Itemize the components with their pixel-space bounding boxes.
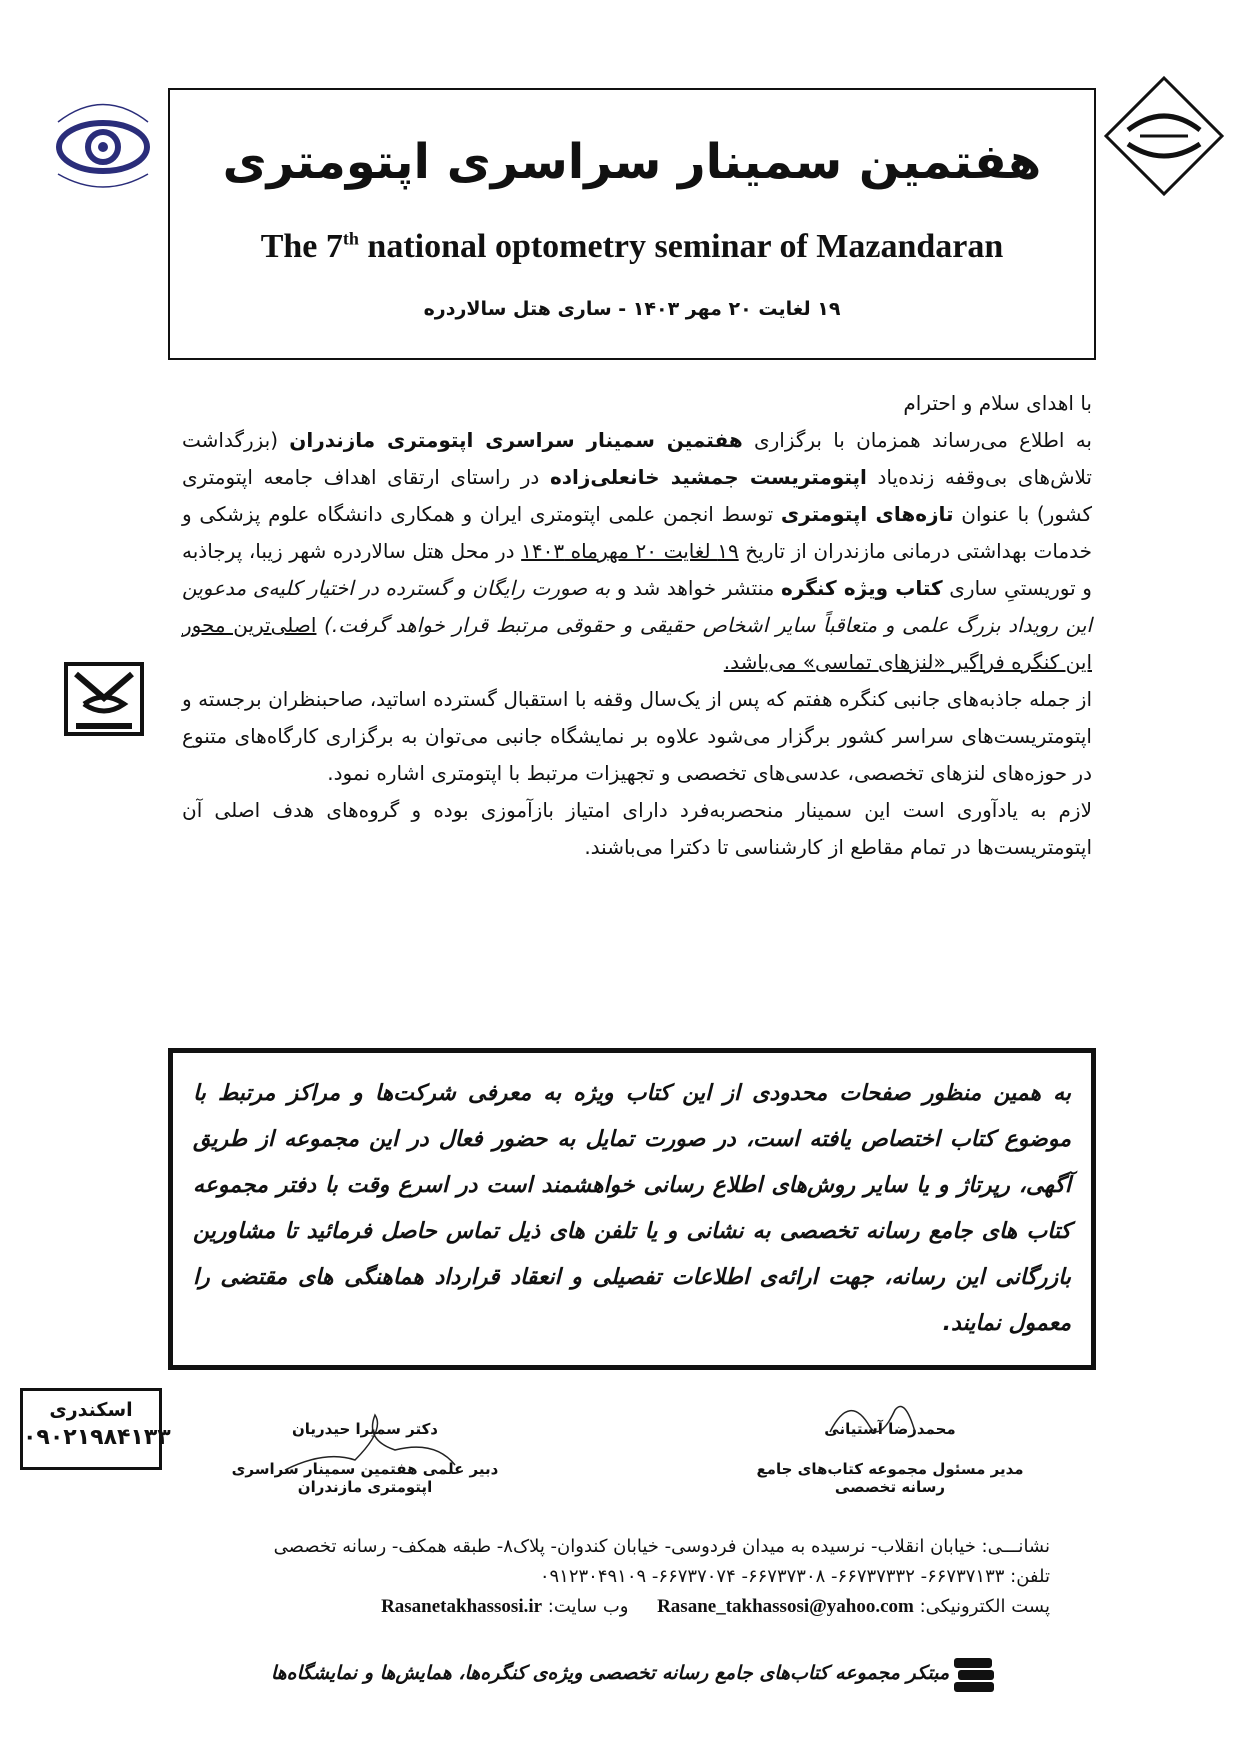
- email-link[interactable]: Rasane_takhassosi@yahoo.com: [657, 1596, 914, 1617]
- university-logo-icon: [44, 660, 164, 740]
- web-email-line: [190, 1592, 1050, 1622]
- english-title: [170, 228, 1094, 266]
- english-title-post: national optometry seminar of Mazandaran: [358, 228, 1004, 265]
- main-axis: اصلی‌ترین محور این کنگره فراگیر «لنزهای تماسی» می‌باشد.: [182, 613, 1092, 674]
- seminar-theme: تازه‌های اپتومتری: [780, 502, 954, 526]
- website-label: وب سایت:: [542, 1596, 629, 1617]
- text-span: به اطلاع می‌رساند همزمان با برگزاری: [742, 428, 1092, 452]
- director-name: محمدرضا آستیانی: [824, 1420, 956, 1438]
- director-title: مدیر مسئول مجموعه کتاب‌های جامع رسانه تخصصی: [756, 1460, 1024, 1496]
- greeting: با اهدای سلام و احترام: [903, 391, 1092, 415]
- phone-numbers: تلفن: ۶۶۷۳۷۱۳۳- ۶۶۷۳۷۳۳۲- ۶۶۷۳۷۳۰۸- ۶۶۷۳۷۰۷۴- ۰۹۱۲۳۰۴۹۱۰۹: [539, 1566, 1050, 1587]
- event-date-location: ۱۹ لغایت ۲۰ مهر ۱۴۰۳ - ساری هتل سالاردره: [423, 298, 841, 320]
- website-link[interactable]: Rasanetakhassosi.ir: [381, 1596, 543, 1617]
- text-span: در راستای ارتقای اهداف جامعه اپتومتری کشور) با عنوان: [182, 465, 1092, 526]
- publisher-logo: [1100, 72, 1228, 200]
- seminar-name: هفتمین سمینار سراسری اپتومتری مازندران: [289, 428, 743, 452]
- secretary-name: دکتر سمیرا حیدریان: [291, 1420, 439, 1438]
- university-logo: [44, 660, 164, 770]
- contact-name: اسکندری: [49, 1399, 133, 1421]
- email-label: پست الکترونیکی:: [913, 1596, 1050, 1617]
- text-span: منتشر خواهد شد و: [610, 576, 781, 600]
- advertising-notice-text: به همین منظور صفحات محدودی از این کتاب ویژه به معرفی شرکت‌ها و مراکز مرتبط با موضوع کتاب اختصاص یافته است، در صورت تمایل به حضور فعال در این مجموعه از طریق آگهی، رپرتاژ و یا سایر روش‌های اطلاع رسانی خواهشمند است در اسرع وقت با دفتر مجموعه کتاب های جامع رسانه تخصصی به نشانی و یا تلفن های ذیل تماس حاصل فرمائید تا مشاورین بازرگانی این رسانه، جهت ارائه‌ی اطلاعات تفصیلی و انعقاد قرارداد هماهنگی های مقتضی را معمول نمایند.: [193, 1081, 1071, 1336]
- advertising-notice-box: [168, 1048, 1096, 1370]
- page-title: هفتمین سمینار سراسری اپتومتری: [222, 134, 1042, 190]
- diamond-logo-icon: [1100, 72, 1228, 200]
- contact-phone[interactable]: ۰۹۰۲۱۹۸۴۱۳۳: [23, 1425, 171, 1450]
- society-logo: [38, 92, 168, 192]
- signature-director: [740, 1420, 1040, 1496]
- contact-box: [20, 1388, 171, 1470]
- english-title-pre: The 7: [260, 228, 343, 265]
- text-span: (بزرگداشت تلاش‌های بی‌وقفه زنده‌یاد: [182, 428, 1093, 489]
- special-book: کتاب ویژه کنگره: [780, 576, 943, 600]
- letter-body: [182, 385, 1092, 866]
- english-title-sup: th: [342, 228, 359, 249]
- address: نشانـــی: خیابان انقلاب- نرسیده به میدان فردوسی- خیابان کندوان- پلاک۸- طبقه همکف- رسانه تخصصی: [273, 1536, 1050, 1557]
- secretary-title: دبیر علمی هفتمین سمینار سراسری اپتومتری مازندران: [231, 1460, 499, 1496]
- paragraph-1: [182, 422, 1092, 681]
- text-span: در محل هتل سالاردره شهر زیبا، پرجاذبه و توریستیِ ساری: [182, 539, 1092, 600]
- signature-scientific-secretary: [205, 1420, 525, 1496]
- header-box: [168, 88, 1096, 360]
- distribution-note: به صورت رایگان و گسترده در اختیار کلیه‌ی مدعوین این رویداد بزرگ علمی و متعاقباً سایر اشخاص حقیقی و حقوقی مرتبط قرار خواهد گرفت.): [182, 576, 1092, 637]
- signature-scribble-icon: [820, 1402, 940, 1442]
- paragraph-2: از جمله جاذبه‌های جانبی کنگره هفتم که پس از یک‌سال وقفه با استقبال گسترده اساتید، صاحبنظران برجسته و اپتومتریست‌های سراسر کشور برگزار می‌شود علاوه بر نمایشگاه جانبی می‌توان به برگزاری کارگاه‌های متنوع در حوزه‌های لنزهای تخصصی، عدسی‌های تخصصی و تجهیزات مرتبط با اپتومتری اشاره نمود.: [182, 687, 1092, 785]
- signature-scribble-icon: [265, 1410, 465, 1480]
- honoree-name: اپتومتریست جمشید خانعلی‌زاده: [549, 465, 867, 489]
- footer-contact-info: [190, 1532, 1050, 1622]
- eye-icon: [38, 92, 168, 192]
- seminar-dates: ۱۹ لغایت ۲۰ مهرماه ۱۴۰۳: [521, 539, 739, 563]
- paragraph-3: لازم به یادآوری است این سمینار منحصربه‌فرد دارای امتیاز بازآموزی بوده و گروه‌های هدف اصلی آن اپتومتریست‌ها در تمام مقاطع از کارشناسی تا دکترا می‌باشند.: [182, 798, 1092, 859]
- publisher-tagline: مبتکر مجموعه کتاب‌های جامع رسانه تخصصی ویژه‌ی کنگره‌ها، همایش‌ها و نمایشگاه‌ها: [270, 1662, 950, 1684]
- text-span: توسط انجمن علمی اپتومتری ایران و همکاری دانشگاه علوم پزشکی و خدمات بهداشتی درمانی مازندران از تاریخ: [182, 502, 1092, 563]
